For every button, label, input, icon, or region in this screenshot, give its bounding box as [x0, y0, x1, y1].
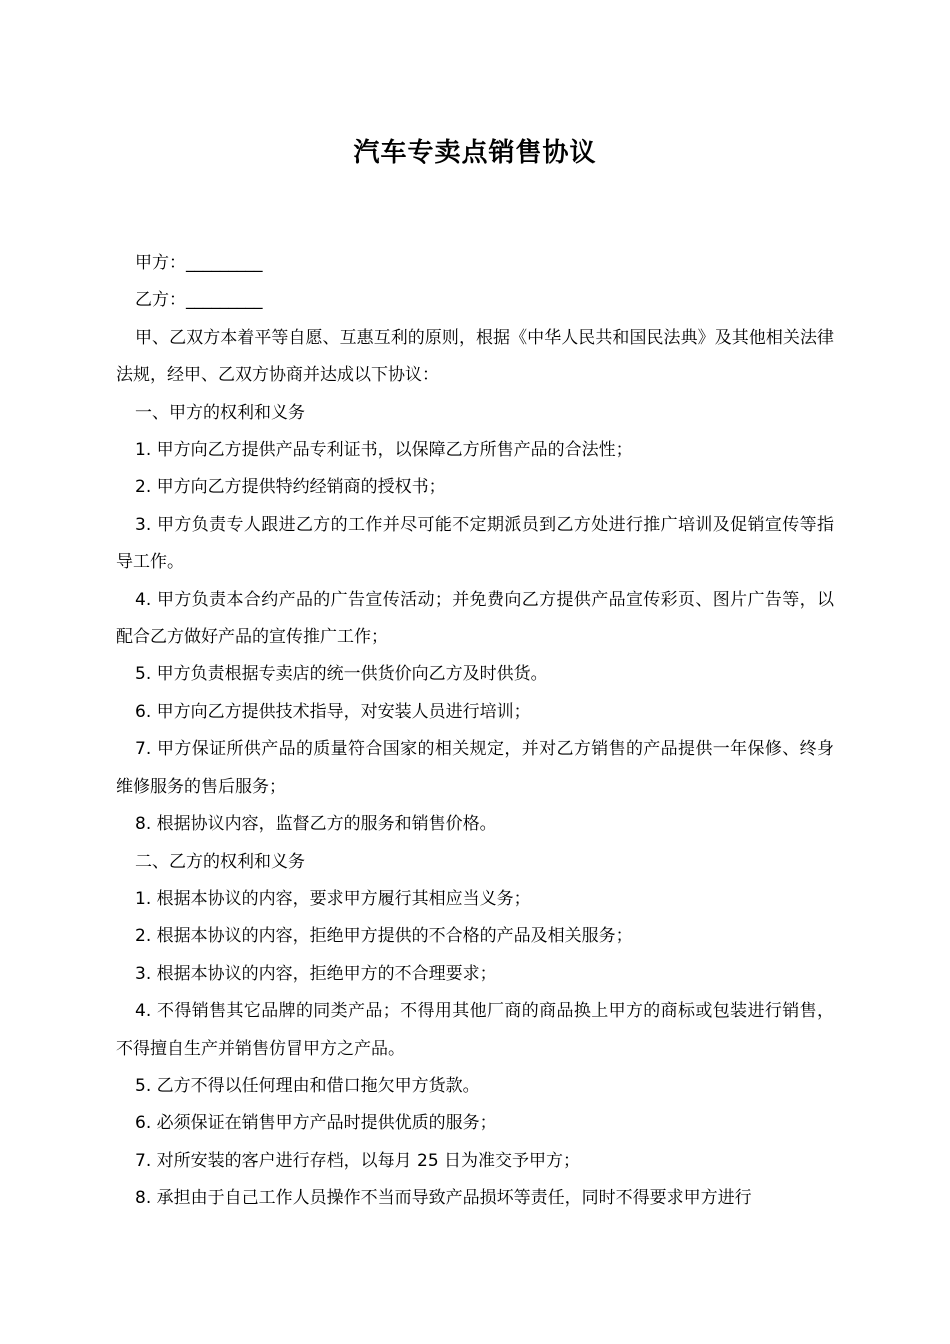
document-title: 汽车专卖点销售协议 — [353, 138, 597, 168]
party-a-clause-6: 6. 甲方向乙方提供技术指导，对安装人员进行培训； — [135, 701, 531, 722]
document-body — [116, 245, 834, 1218]
party-b-clause-8: 8. 承担由于自己工作人员操作不当而导致产品损坏等责任，同时不得要求甲方进行 — [135, 1188, 752, 1209]
party-a-clause-3: 3. 甲方负责专人跟进乙方的工作并尽可能不定期派员到乙方处进行推广培训及促销宣传等指导工作。 — [116, 514, 834, 573]
party-a-clause-7: 7. 甲方保证所供产品的质量符合国家的相关规定，并对乙方销售的产品提供一年保修、终身维修服务的售后服务； — [116, 739, 834, 797]
party-b-clause-6: 6. 必须保证在销售甲方产品时提供优质的服务； — [135, 1113, 497, 1134]
section-heading-party-a: 一、甲方的权利和义务 — [135, 402, 305, 423]
party-a-clause-8: 8. 根据协议内容，监督乙方的服务和销售价格。 — [135, 814, 497, 835]
party-b-clause-1: 1. 根据本协议的内容，要求甲方履行其相应当义务； — [135, 888, 531, 909]
party-b-clause-2: 2. 根据本协议的内容，拒绝甲方提供的不合格的产品及相关服务； — [135, 926, 633, 947]
party-a-line: 甲方：_________ — [135, 253, 263, 273]
party-b-clause-3: 3. 根据本协议的内容，拒绝甲方的不合理要求； — [135, 963, 497, 984]
party-a-clause-2: 2. 甲方向乙方提供特约经销商的授权书； — [135, 477, 446, 498]
preamble-paragraph: 甲、乙双方本着平等自愿、互惠互利的原则，根据《中华人民共和国民法典》及其他相关法律法规，经甲、乙双方协商并达成以下协议： — [116, 327, 834, 386]
party-b-clause-5: 5. 乙方不得以任何理由和借口拖欠甲方货款。 — [135, 1075, 480, 1096]
party-b-clause-4: 4. 不得销售其它品牌的同类产品；不得用其他厂商的商品换上甲方的商标或包装进行销售，不得擅自生产并销售仿冒甲方之产品。 — [116, 1001, 834, 1059]
party-a-clause-5: 5. 甲方负责根据专卖店的统一供货价向乙方及时供货。 — [135, 664, 548, 685]
party-b-line: 乙方：_________ — [135, 290, 263, 311]
party-a-clause-4: 4. 甲方负责本合约产品的广告宣传活动；并免费向乙方提供产品宣传彩页、图片广告等，以配合乙方做好产品的宣传推广工作； — [116, 589, 834, 648]
party-a-clause-1: 1. 甲方向乙方提供产品专利证书，以保障乙方所售产品的合法性； — [135, 440, 633, 461]
party-b-clause-7: 7. 对所安装的客户进行存档，以每月 25 日为准交予甲方； — [135, 1150, 581, 1171]
section-heading-party-b: 二、乙方的权利和义务 — [135, 851, 305, 872]
